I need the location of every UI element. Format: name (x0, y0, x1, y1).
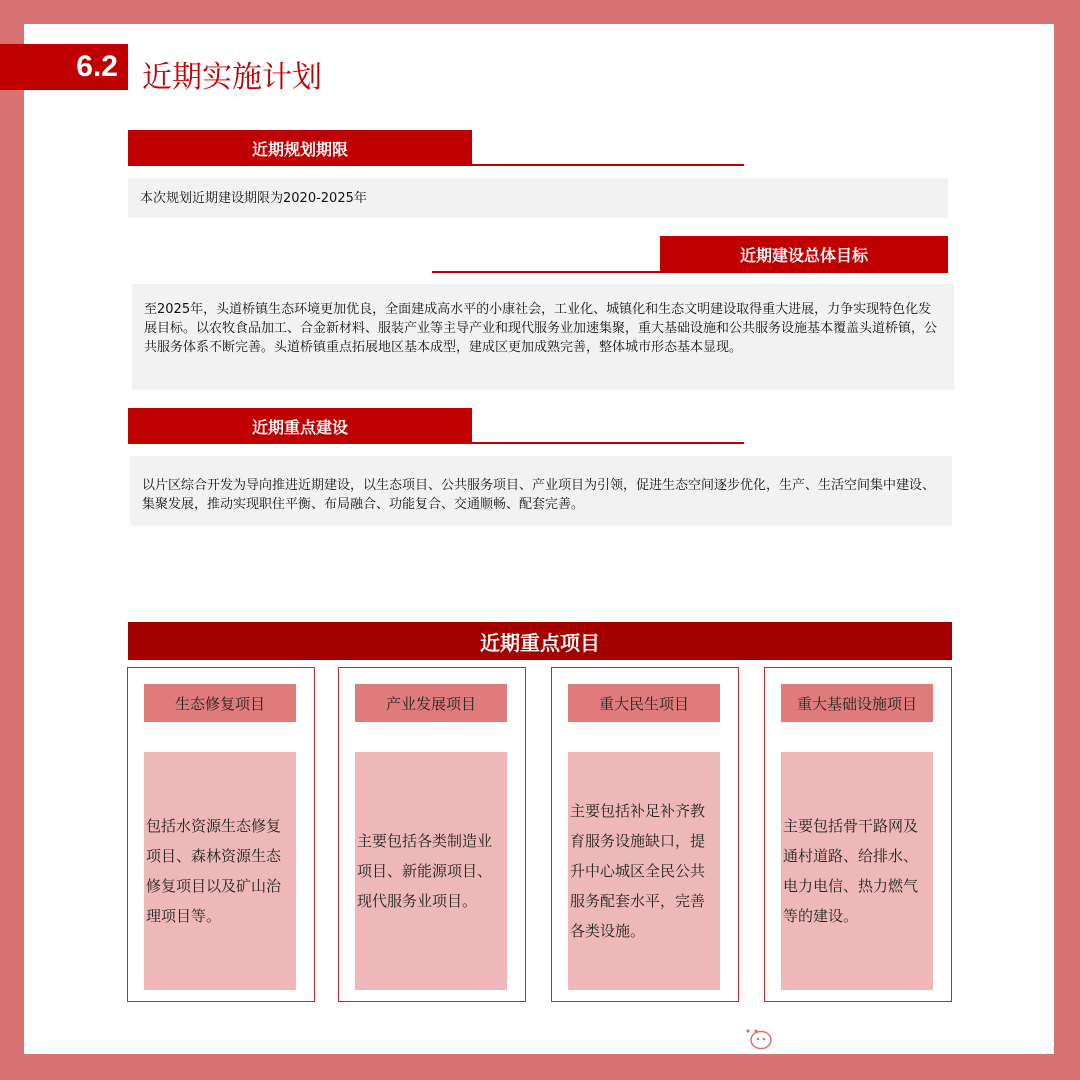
project-card-body: 主要包括补足补齐教育服务设施缺口，提升中心城区全民公共服务配套水平，完善各类设施。 (568, 752, 720, 990)
key-construction-divider (128, 442, 744, 444)
goals-header: 近期建设总体目标 (660, 236, 948, 272)
project-card-body: 主要包括骨干路网及通村道路、给排水、电力电信、热力燃气等的建设。 (781, 752, 933, 990)
project-card-body: 包括水资源生态修复项目、森林资源生态修复项目以及矿山治理项目等。 (144, 752, 296, 990)
project-card-title: 生态修复项目 (144, 684, 296, 722)
projects-banner: 近期重点项目 (128, 622, 952, 660)
project-card-title: 产业发展项目 (355, 684, 507, 722)
key-construction-header: 近期重点建设 (128, 408, 472, 444)
project-card-livelihood (551, 667, 739, 1002)
goals-text: 至2025年，头道桥镇生态环境更加优良，全面建成高水平的小康社会，工业化、城镇化和生态文明建设取得重大进展，力争实现特色化发展目标。以农牧食品加工、合金新材料、服装产业等主导产业和现代服务业加速集聚，重大基础设施和公共服务设施基本覆盖头道桥镇，公共服务体系不断完善。头道桥镇重点拓展地区基本成型，建成区更加成熟完善，整体城市形态基本显现。 (132, 284, 954, 390)
project-card-title: 重大基础设施项目 (781, 684, 933, 722)
project-card-title: 重大民生项目 (568, 684, 720, 722)
project-card-body: 主要包括各类制造业项目、新能源项目、现代服务业项目。 (355, 752, 507, 990)
project-card-ecology (127, 667, 315, 1002)
period-divider (128, 164, 744, 166)
key-construction-text: 以片区综合开发为导向推进近期建设，以生态项目、公共服务项目、产业项目为引领，促进生态空间逐步优化，生产、生活空间集中建设、集聚发展，推动实现职住平衡、布局融合、功能复合、交通顺畅、配套完善。 (130, 456, 952, 526)
wechat-icon (739, 1021, 773, 1051)
project-card-infrastructure (764, 667, 952, 1002)
period-text: 本次规划近期建设期限为2020-2025年 (128, 178, 948, 218)
project-card-industry (338, 667, 526, 1002)
page-title: 近期实施计划 (142, 60, 322, 95)
watermark-text: 公众号 · 杭锦后旗头道桥镇 (781, 1025, 1044, 1050)
watermark (739, 1020, 1044, 1051)
section-number: 6.2 (0, 44, 128, 90)
period-header: 近期规划期限 (128, 130, 472, 166)
goals-divider (432, 271, 948, 273)
